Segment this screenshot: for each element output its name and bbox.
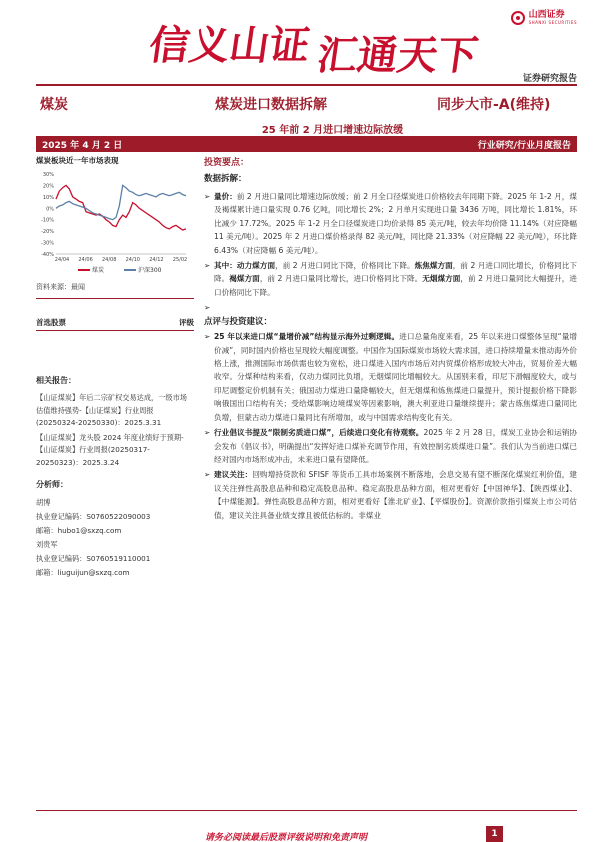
analyst-cert: 执业登记编码：S0760522090003 <box>36 512 151 521</box>
company-logo <box>511 10 577 25</box>
y-tick-label: -40% <box>41 252 54 258</box>
bullet-text: ，前 2 月进口同比增长，价格同比下降。 <box>214 261 577 284</box>
page-number: 1 <box>486 826 503 842</box>
analyst-cert: 执业登记编码：S0760519110001 <box>36 554 151 563</box>
preferred-stocks-table <box>36 331 194 367</box>
brand-slogan-logo <box>146 6 481 79</box>
header-divider <box>36 84 577 86</box>
coal-types-bullet <box>204 259 577 299</box>
preferred-stocks-header <box>36 317 194 328</box>
bullet-lead: 行业倡议书提及“限制劣质进口煤”，后续进口变化有待观察。 <box>214 428 424 438</box>
bullet-lead: 其中： <box>214 261 237 271</box>
investment-highlights-heading: 投资要点： <box>204 158 250 168</box>
coal-type-label: 炼焦煤方面 <box>414 261 453 271</box>
analysts-title: 分析师： <box>36 480 68 489</box>
coal-type-label: 动力煤方面 <box>236 261 276 271</box>
bullet-lead: 25 年以来进口煤“量增价减”结构显示海外过剩逻辑。 <box>214 332 400 342</box>
x-tick-label: 24/04 <box>54 257 70 263</box>
bullet-text: ，前 2 月进口量同比增长，进口价格同比下降。 <box>259 274 423 284</box>
chart-source: 资料来源：最闻 <box>36 283 85 291</box>
report-title: 煤炭进口数据拆解 <box>215 97 327 113</box>
rating-label: 评级 <box>179 318 194 327</box>
company-name: 山西证券 <box>528 10 565 20</box>
analyst-info <box>36 496 194 580</box>
bullet-lead: 量价： <box>214 192 237 201</box>
coal-type-label: 褐煤方面 <box>229 274 260 284</box>
legend-label: 煤炭 <box>92 267 105 274</box>
bullet-text: 回购增持贷款和 SFISF 等货币工具市场案例不断落地，会息交易有望不断深化煤炭红利价值，建议关注弹性高股息品种和稳定高股息品种。稳定高股息品种方面，相对更看好【中国神华】、【陕西煤业】、【中煤能源】。弹性高股息品种方面，相对更看好【淮北矿业】、【平煤股份】。资源价款指引煤炭上市公司估值，建议关注具备业绩支撑且被低估标的。非煤业 <box>214 470 577 520</box>
volume-price-bullet <box>204 190 577 257</box>
company-name-en: SHANXI SECURITIES <box>528 20 577 25</box>
x-tick-label: 24/10 <box>125 257 141 263</box>
y-tick-label: 10% <box>42 194 54 201</box>
main-content <box>204 155 577 524</box>
bullet-lead: 建议关注： <box>214 470 253 480</box>
coal-type-label: 无烟煤方面 <box>422 274 461 284</box>
market-performance-chart <box>36 170 194 280</box>
y-tick-label: -30% <box>41 240 54 247</box>
recommendation-bullet <box>204 468 577 522</box>
analyst-email[interactable]: 邮箱：liuguijun@sxzq.com <box>36 568 130 577</box>
related-reports-title: 相关报告： <box>36 376 76 385</box>
x-tick-label: 24/08 <box>101 257 117 263</box>
review-heading: 点评与投资建议： <box>204 317 273 328</box>
data-breakdown-heading: 数据拆解： <box>204 174 247 184</box>
bullet-text: ，前 2 月进口同比下降，价格同比下降。 <box>275 261 415 271</box>
y-tick-label: 30% <box>42 172 54 178</box>
y-tick-label: 0% <box>46 206 54 213</box>
chart-svg <box>36 170 194 280</box>
industry-label: 煤炭 <box>40 97 68 113</box>
initiative-bullet <box>204 426 577 466</box>
analyst-name: 胡博 <box>36 498 51 507</box>
series-line-csi300 <box>56 185 186 219</box>
legend-label: 沪深300 <box>138 267 162 274</box>
report-subtitle: 25 年前 2 月进口增速边际放缓 <box>261 125 404 136</box>
bullet-text: 前 2 月进口量同比增速边际放缓；前 2 月全口径煤炭进口价格较去年同期下降。2025 年 1-2 月，煤及褐煤累计进口量实现 0.76 亿吨，同比增长 2%；2 月单月实现进口量 3436 万吨，同比增长 1.81%，环比减少 17.72%。2025 年 1-2 月全口径煤炭进口均价录得 85 美元/吨，较去年均价降 11.14%（对应降幅 11 美元/吨）。2025 年 2 月进口煤价格录得 82 美元/吨，同比降 21.33%（对应降幅 22 美元/吨），环比降 6.43%（对应降幅 6 美元/吨）。 <box>214 192 577 255</box>
structure-bullet <box>204 330 577 424</box>
industry-rating: 同步大市-A(维持) <box>437 97 551 113</box>
y-tick-label: 20% <box>42 183 54 190</box>
bullet-text: 2025 年 2 月 28 日，煤炭工业协会和运销协会发布《倡议书》，明确提出“发挥好进口煤补充调节作用，有效控制劣质煤进口量”。我们认为当前进口煤已经对国内市场形成冲击，未来进口量有望降低。 <box>214 428 578 464</box>
analyst-email[interactable]: 邮箱：hubo1@sxzq.com <box>36 526 122 535</box>
chart-title: 煤炭板块近一年市场表现 <box>36 156 119 165</box>
info-band <box>36 136 577 152</box>
footer-divider <box>36 810 577 811</box>
preferred-stocks-label: 首选股票 <box>36 318 66 327</box>
slogan-part-2: 汇通天下 <box>314 32 481 79</box>
slogan-part-1: 信义山证 <box>146 22 313 69</box>
disclaimer-notice[interactable]: 请务必阅读最后股票评级说明和免责声明 <box>205 833 368 842</box>
x-tick-label: 24/06 <box>78 257 93 263</box>
report-category: 行业研究/行业月度报告 <box>477 140 571 151</box>
analyst-name: 刘贵军 <box>36 540 58 549</box>
source-divider <box>36 298 194 299</box>
y-tick-label: -20% <box>41 229 54 236</box>
left-sidebar <box>36 155 194 580</box>
report-type-label: 证券研究报告 <box>522 74 577 84</box>
report-date: 2025 年 4 月 2 日 <box>42 140 123 151</box>
x-tick-label: 25/02 <box>172 257 188 263</box>
related-report-link[interactable]: 【山证煤炭】龙头股 2024 年度业绩好于预期-【山证煤炭】行业周报(20250317-20250323)：2025.3.24 <box>36 432 184 467</box>
bullet-text: ，前 2 月进口量同比大幅提升，进口价格同比下降。 <box>214 274 577 297</box>
empty-bullet <box>204 301 577 313</box>
related-report-link[interactable]: 【山证煤炭】年后二宗矿权交易达成，一级市场估值维持强势-【山证煤炭】行业周报(20250324-20250330)：2025.3.31 <box>36 393 187 427</box>
bullet-text: 进口总量角度来看，25 年以来进口煤整体呈现“量增价减”，同时国内价格也呈现较大幅度调整。中国作为国际煤炭市场较大需求国，进口持续增量未推动海外价格上涨，推测国际市场供需也较为宽松，进口煤进入国内市场后对内贸煤价格形成较大冲击，贸易价差大幅收窄。分煤种结构来看，仅动力煤同比负增，无烟煤同比增幅较大。从国别来看，印尼下滑幅度较大，或与印尼调整定价机制有关；俄国动力煤进口量降幅较大，但无烟煤和炼焦煤进口量提升，预计提振价格下降影响俄国出口结构有关；受给煤影响边境煤炭等因素影响，澳大利亚进口量继续提升；蒙古炼焦煤进口量同比负增，但蒙古动力煤进口量同比有所增加，或与中国需求结构变化有关。 <box>214 332 577 422</box>
x-tick-label: 24/12 <box>149 257 164 263</box>
company-mark-icon <box>511 11 525 25</box>
y-tick-label: -10% <box>41 217 54 224</box>
